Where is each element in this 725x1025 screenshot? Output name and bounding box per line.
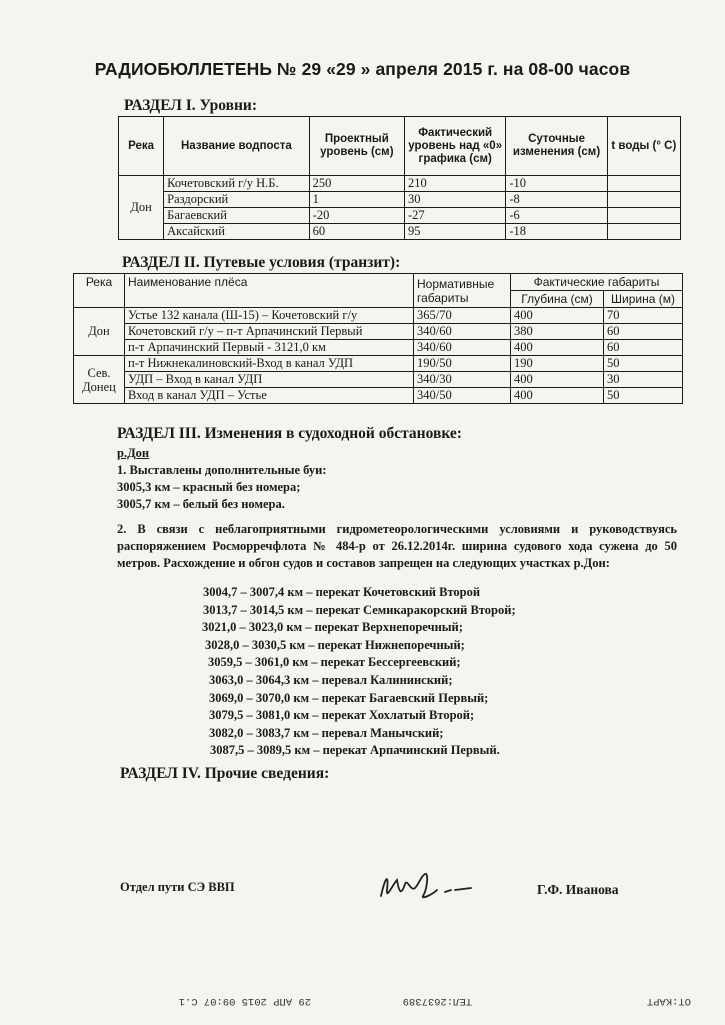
actual-level: -27 bbox=[405, 208, 506, 224]
header-normative: Нормативные габариты bbox=[414, 274, 511, 308]
design-level: 250 bbox=[309, 176, 404, 192]
reach-name: Кочетовский г/у – п-т Арпачинский Первый bbox=[125, 324, 414, 340]
depth: 400 bbox=[511, 340, 604, 356]
gauge-name: Аксайский bbox=[164, 224, 310, 240]
width: 50 bbox=[604, 356, 683, 372]
width: 60 bbox=[604, 340, 683, 356]
list-item: 3021,0 – 3023,0 км – перекат Верхнепоречный; bbox=[202, 620, 463, 635]
gauge-name: Кочетовский г/у Н.Б. bbox=[164, 176, 310, 192]
levels-row bbox=[119, 176, 681, 192]
levels-row bbox=[119, 208, 681, 224]
handwritten-signature bbox=[375, 866, 485, 911]
reach-name: Устье 132 канала (Ш-15) – Кочетовский г/у bbox=[125, 308, 414, 324]
item2-paragraph: 2. В связи с неблагоприятными гидрометеорологическими условиями и руководствуясь распоряжением Росморречфлота № 484-р от 26.12.2014г. ширина судового хода сужена до 50 метров. Расхождение и обгон судов и составов запрещен на следующих участках р.Дон: bbox=[117, 522, 677, 570]
route-row bbox=[74, 372, 683, 388]
restricted-sections-list bbox=[199, 584, 516, 760]
list-item: 3069,0 – 3070,0 км – перекат Багаевский Первый; bbox=[209, 690, 489, 705]
daily-change: -18 bbox=[506, 224, 607, 240]
depth: 380 bbox=[511, 324, 604, 340]
water-temp bbox=[607, 192, 680, 208]
width: 50 bbox=[604, 388, 683, 404]
header-actual-level: Фактический уровень над «0» графика (см) bbox=[405, 117, 506, 176]
section2-heading: РАЗДЕЛ II. Путевые условия (транзит): bbox=[122, 254, 401, 271]
header-river: Река bbox=[119, 117, 164, 176]
width: 30 bbox=[604, 372, 683, 388]
daily-change: -10 bbox=[506, 176, 607, 192]
section1-heading: РАЗДЕЛ I. Уровни: bbox=[124, 97, 258, 114]
list-item: 3082,0 – 3083,7 км – перевал Манычский; bbox=[209, 725, 444, 740]
normative: 340/30 bbox=[414, 372, 511, 388]
item1-line: 3005,7 км – белый без номера. bbox=[117, 497, 285, 511]
list-item: 3013,7 – 3014,5 км – перекат Семикаракорский Второй; bbox=[203, 602, 516, 617]
water-temp bbox=[607, 224, 680, 240]
section3-heading: РАЗДЕЛ III. Изменения в судоходной обстановке: bbox=[117, 425, 462, 442]
fax-from: ОТ:КАРТ bbox=[646, 995, 691, 1007]
actual-level: 30 bbox=[405, 192, 506, 208]
header-depth: Глубина (см) bbox=[511, 291, 604, 308]
normative: 365/70 bbox=[414, 308, 511, 324]
header-reach-name: Наименование плёса bbox=[125, 274, 414, 308]
reach-name: п-т Нижнекалиновский-Вход в канал УДП bbox=[125, 356, 414, 372]
depth: 400 bbox=[511, 372, 604, 388]
header-width: Ширина (м) bbox=[604, 291, 683, 308]
depth: 400 bbox=[511, 308, 604, 324]
water-temp bbox=[607, 208, 680, 224]
reach-name: Вход в канал УДП – Устье bbox=[125, 388, 414, 404]
route-row bbox=[74, 308, 683, 324]
daily-change: -8 bbox=[506, 192, 607, 208]
header-actual: Фактические габариты bbox=[511, 274, 683, 291]
header-water-temp: t воды (° C) bbox=[607, 117, 680, 176]
section3-body bbox=[117, 445, 327, 513]
route-header-row bbox=[74, 274, 683, 291]
route-row bbox=[74, 340, 683, 356]
normative: 340/60 bbox=[414, 340, 511, 356]
levels-table bbox=[118, 116, 681, 240]
item1-title: 1. Выставлены дополнительные буи: bbox=[117, 463, 327, 477]
width: 70 bbox=[604, 308, 683, 324]
header-daily-change: Суточные изменения (см) bbox=[506, 117, 607, 176]
list-item: 3059,5 – 3061,0 км – перекат Бессергеевский; bbox=[208, 655, 461, 670]
river-cell: Дон bbox=[119, 176, 164, 240]
actual-level: 95 bbox=[405, 224, 506, 240]
list-item: 3028,0 – 3030,5 км – перекат Нижнепоречный; bbox=[205, 637, 465, 652]
route-conditions-table bbox=[73, 273, 683, 404]
signer-name: Г.Ф. Иванова bbox=[537, 882, 619, 897]
width: 60 bbox=[604, 324, 683, 340]
daily-change: -6 bbox=[506, 208, 607, 224]
levels-header-row bbox=[119, 117, 681, 176]
reach-name: п-т Арпачинский Первый - 3121,0 км bbox=[125, 340, 414, 356]
design-level: 60 bbox=[309, 224, 404, 240]
depth: 400 bbox=[511, 388, 604, 404]
list-item: 3004,7 – 3007,4 км – перекат Кочетовский Второй bbox=[203, 585, 481, 599]
river-cell: Сев. Донец bbox=[74, 356, 125, 404]
header-design-level: Проектный уровень (см) bbox=[309, 117, 404, 176]
normative: 190/50 bbox=[414, 356, 511, 372]
fax-tel: ТЕЛ:2637389 bbox=[402, 995, 472, 1007]
gauge-name: Багаевский bbox=[164, 208, 310, 224]
route-row bbox=[74, 324, 683, 340]
header-gauge-name: Название водпоста bbox=[164, 117, 310, 176]
list-item: 3079,5 – 3081,0 км – перекат Хохлатый Второй; bbox=[209, 708, 475, 723]
levels-row bbox=[119, 224, 681, 240]
river-cell: Дон bbox=[74, 308, 125, 356]
design-level: -20 bbox=[309, 208, 404, 224]
actual-level: 210 bbox=[405, 176, 506, 192]
bulletin-title: РАДИОБЮЛЛЕТЕНЬ № 29 «29 » апреля 2015 г. на 08-00 часов bbox=[94, 59, 631, 79]
fax-transmission-header bbox=[0, 993, 725, 1007]
route-row bbox=[74, 388, 683, 404]
levels-row bbox=[119, 192, 681, 208]
department-name: Отдел пути СЭ ВВП bbox=[120, 880, 235, 894]
river-subheading: р.Дон bbox=[117, 446, 150, 460]
list-item: 3063,0 – 3064,3 км – перевал Калининский; bbox=[209, 672, 453, 687]
route-row bbox=[74, 356, 683, 372]
list-item: 3087,5 – 3089,5 км – перекат Арпачинский Первый. bbox=[210, 743, 500, 758]
gauge-name: Раздорский bbox=[164, 192, 310, 208]
section4-heading: РАЗДЕЛ IV. Прочие сведения: bbox=[120, 765, 330, 782]
fax-datetime: 29 АПР 2015 09:07 С.1 bbox=[178, 995, 311, 1007]
header-river: Река bbox=[74, 274, 125, 308]
reach-name: УДП – Вход в канал УДП bbox=[125, 372, 414, 388]
depth: 190 bbox=[511, 356, 604, 372]
design-level: 1 bbox=[309, 192, 404, 208]
water-temp bbox=[607, 176, 680, 192]
item1-line: 3005,3 км – красный без номера; bbox=[117, 480, 301, 494]
normative: 340/50 bbox=[414, 388, 511, 404]
normative: 340/60 bbox=[414, 324, 511, 340]
